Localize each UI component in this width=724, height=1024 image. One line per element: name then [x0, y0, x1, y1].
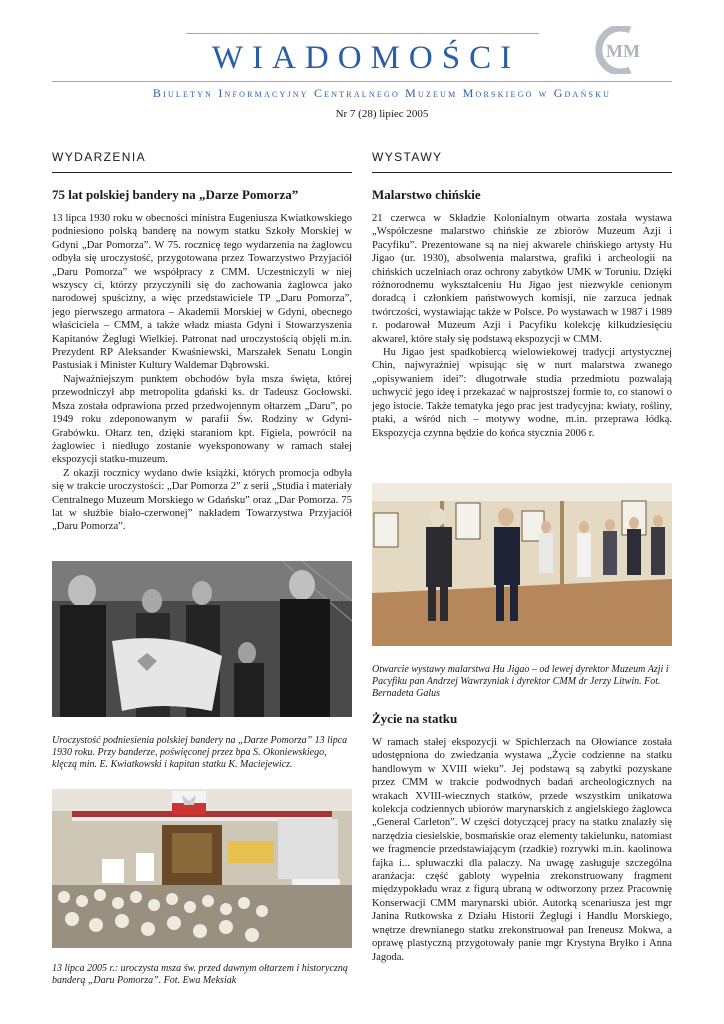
article-paragraph: W ramach stałej ekspozycji w Spichlerzach na Ołowiance została udostępniona do zwiedzania wystawa „Życie codzienne na statku handlowym w XVIII wieku”. Jej podstawą są zabytki pozyskane przez CMM w trakcie podwodnych badań archeologicznych na wrakach XVIII-wiecznych statków, przede wszystkim unikatowa kolekcja codziennych ubiorów marynarskich z angielskiego żaglowca „General Carleton”. W części dotyczącej pracy na statku znalazły się narzędzia ciesielskie, bosmańskie oraz elementy takielunku, natomiast we fragmencie przedstawiającym (rzadkie) rozrywki m.in. kaolinowa fajka i... spluwaczki dla palaczy. Na uwagę zasługuje szczególna aranżacja: część gabloty wypełnia zrekonstruowany fragment międzypokładu wraz z figurą ubraną w odtworzony przez Pracownię Konserwacji CMM marynarski ubiór. Autorką scenariusza jest mgr Janina Rutkowska z Działu Historii Żeglugi i Handlu Morskiego, wnętrze drewnianego statku zrekonstruował pan Ireneusz Mokwa, a oprawę plastyczną przygotowały panie mgr Krystyna Bryłko i Anna Jagoda.: [372, 737, 672, 963]
article-paragraph: Najważniejszym punktem obchodów była msza święta, której przewodniczył abp metropolita gdański ks. dr Tadeusz Gocłowski. Msza została odprawiona przed przedwojennym ołtarzem „Daru”, po 1949 roku zdeponowanym w parafii Św. Rodziny w Gdyni-Grabówku. Ołtarz ten, dzięki staraniom kpt. Figiela, powrócił na żaglowiec i niedługo zostanie wyeksponowany w ramach stałej ekspozycji statku-muzeum.: [52, 373, 352, 466]
article-headline-chinese-painting: Malarstwo chińskie: [372, 187, 481, 202]
issue-number: Nr 7 (28) lipiec 2005: [335, 108, 429, 120]
photo-flag-ceremony-1930: [52, 561, 352, 717]
article-headline-life-on-ship: Życie na statku: [372, 711, 458, 726]
article-headline-banner: 75 lat polskiej bandery na „Darze Pomorza”: [52, 187, 299, 202]
article-paragraph: 13 lipca 1930 roku w obecności ministra Eugeniusza Kwiatkowskiego podniesiono polską banderę na nowym statku Szkoły Morskiej w Gdyni „Dar Pomorza”. W 75. rocznicę tego wydarzenia na żaglowcu odbyła się uroczystość, przygotowana przez Towarzystwo Przyjaciół „Daru Pomorza” we współpracy z CMM. Uczestniczyli w niej wszyscy ci, którzy przyczynili się do zachowania żaglowca jako narodowej spuścizny, a więc przedstawiciele TP „Daru Pomorza”, jego pierwszego armatora – Akademii Morskiej w Gdyni, obecnego właściciela – CMM, a także władz miasta Gdyni i Stowarzyszenia Kapitanów Żeglugi Wielkiej. Patronat nad uroczystością objęli m.in. Prezydent RP Aleksander Kwaśniewski, Marszałek Senatu Longin Pastusiak i Minister Kultury Waldemar Dąbrowski.: [52, 213, 352, 372]
caption-flag-ceremony: Uroczystość podniesienia polskiej bandery na „Darze Pomorza” 13 lipca 1930 roku. Przy banderze, poświęconej przez bpa S. Okoniewskiego, klęczą min. E. Kwiatkowski i kapitan statku K. Maciejewicz.: [52, 735, 348, 771]
logo-text: MM: [606, 41, 640, 61]
masthead-subtitle: Biuletyn Informacyjny Centralnego Muzeum Morskiego w Gdańsku: [152, 86, 612, 100]
caption-mass: 13 lipca 2005 r.: uroczysta msza św. przed dawnym ołtarzem i historyczną banderą „Daru Pomorza”. Fot. Ewa Meksiak: [52, 963, 348, 987]
article-paragraph: Hu Jigao jest spadkobiercą wielowiekowej tradycji artystycznej Chin, najwyraźniej wpisując się w nurt malarstwa zwanego „opisywaniem idei”: długotrwałe studia przedmiotu pozwalają uchwycić jego ideę i przekazać w najprostszej formie to, co stanowi o jego istocie. Także tematyka jego prac jest tradycyjna: kwiaty, rośliny, ptaki, a wśród nich – motywy wodne, m.in. przeprawa łódką. Ekspozycja czynna będzie do końca stycznia 2006 r.: [372, 347, 672, 439]
cmm-logo-icon: [590, 26, 670, 74]
section-events: WYDARZENIA: [52, 150, 352, 173]
photo-mass-2005: [52, 789, 352, 948]
photo-exhibition-opening: [372, 483, 672, 646]
masthead-title: WIADOMOŚCI: [211, 40, 521, 76]
exhibitions-column: [372, 150, 672, 440]
events-column: [52, 150, 352, 534]
article-paragraph: Z okazji rocznicy wydano dwie książki, których promocja odbyła się w trakcie uroczystości: „Dar Pomorza 2” z serii „Studia i materiały Centralnego Muzeum Morskiego w Gdańsku” oraz „Dar Pomorza. 75 lat w służbie biało-czerwonej” nakładem Towarzystwa Przyjaciół „Daru Pomorza”.: [52, 467, 352, 533]
masthead-bottom-rule: [52, 81, 672, 82]
life-on-ship-article: [372, 711, 672, 964]
masthead-top-rule: [186, 33, 539, 34]
caption-exhibition-opening: Otwarcie wystawy malarstwa Hu Jigao – od lewej dyrektor Muzeum Azji i Pacyfiku pan Andrzej Wawrzyniak i dyrektor CMM dr Jerzy Litwin. Fot. Bernadeta Galus: [372, 664, 669, 700]
section-exhibitions: WYSTAWY: [372, 150, 672, 173]
article-paragraph: 21 czerwca w Składzie Kolonialnym otwarta została wystawa „Współczesne malarstwo chińskie ze zbiorów Muzeum Azji i Pacyfiku”. Prezentowane są na niej akwarele chińskiego artysty Hu Jigao (ur. 1930), absolwenta malarstwa, grafiki i archeologii na chińskich uczelniach oraz ochrony zabytków UMK w Toruniu. Dzięki różnorodnemu wykształceniu Hu Jigao jest niezwykle cenionym doradcą i członkiem państwowych komisji, nie zarzuca jednak twórczości, wystawiając także w Polsce. Po wystawach w 1987 i 1989 r. podarował Muzeum Azji i Pacyfiku kolekcję kilkudziesięciu akwarel, które stały się podstawą ekspozycji w CMM.: [372, 213, 672, 345]
